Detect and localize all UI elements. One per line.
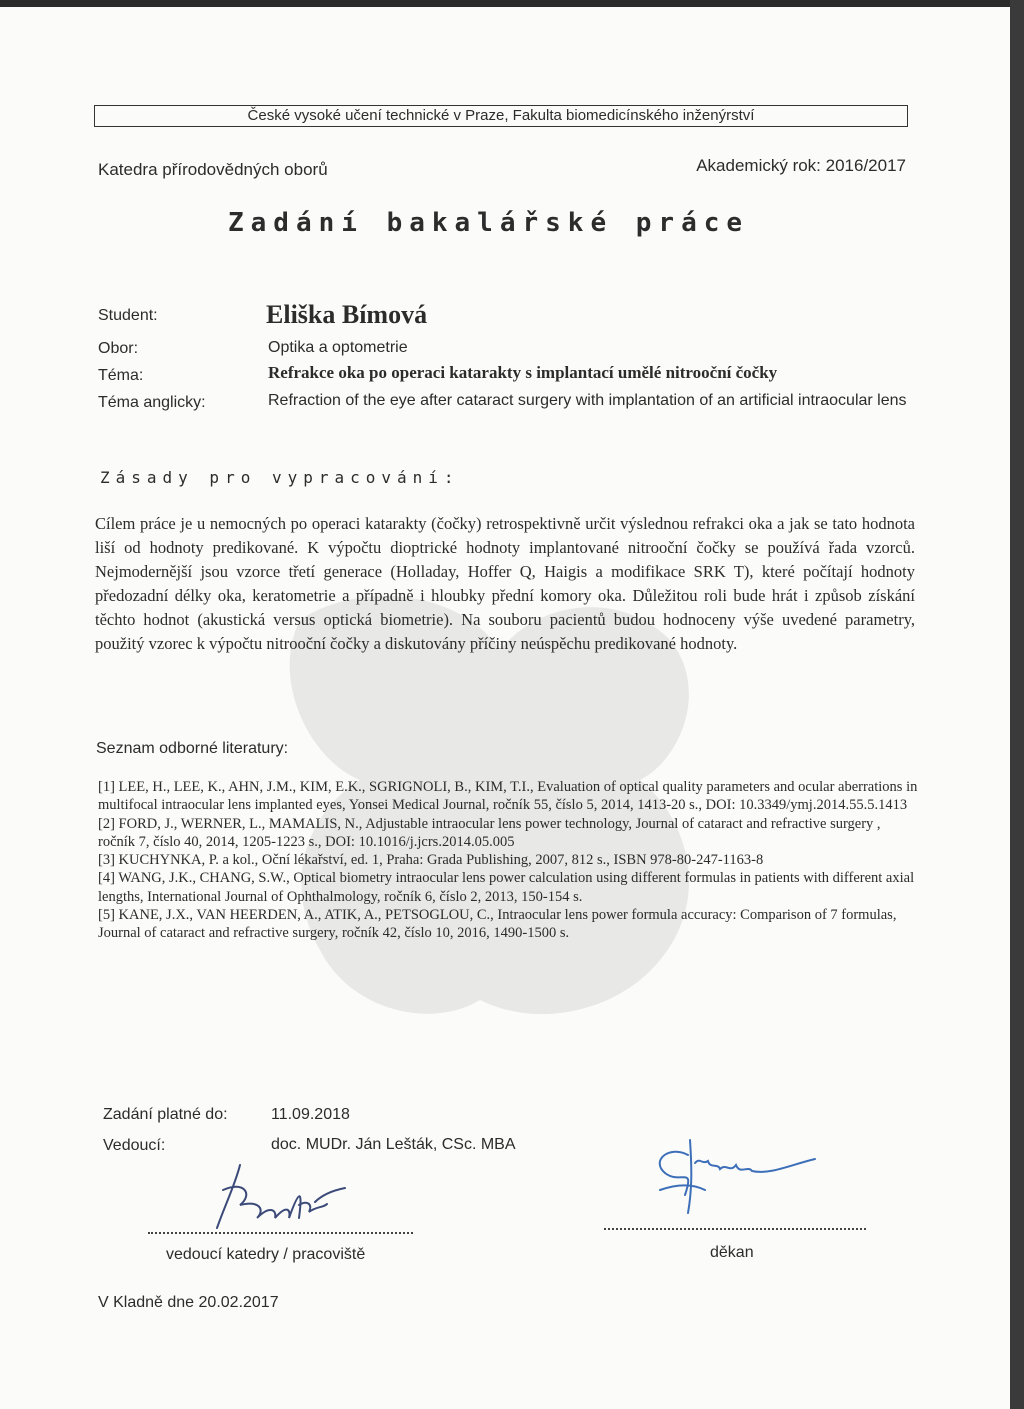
reference-item: [1] LEE, H., LEE, K., AHN, J.M., KIM, E.K., SGRIGNOLI, B., KIM, T.I., Evaluation of optical quality parameters and ocular aberrations in multifocal intraocular lens implanted eyes, Yonsei Medical Journal, ročník 55, číslo 5, 2014, 1413-20 s., DOI: 10.3349/ymj.2014.55.5.1413	[98, 779, 918, 814]
supervisor-value: doc. MUDr. Ján Lešták, CSc. MBA	[271, 1136, 516, 1153]
reference-item: [2] FORD, J., WERNER, L., MAMALIS, N., Adjustable intraocular lens power technology, Journal of cataract and refractive surgery , ročník 7, číslo 40, 2014, 1205-1223 s., DOI: 10.1016/j.jcrs.2014.05.005	[98, 815, 881, 850]
guidelines-heading: Zásady pro vypracování:	[100, 468, 460, 487]
student-label: Student:	[98, 307, 158, 324]
head-of-department-signature-line	[148, 1232, 413, 1234]
academic-year: Akademický rok: 2016/2017	[696, 156, 906, 175]
topic-value: Refrakce oka po operaci katarakty s implantací umělé nitrooční čočky	[268, 363, 778, 382]
dean-signature	[640, 1135, 830, 1215]
scan-edge-top	[0, 0, 1024, 7]
head-of-department-label: vedoucí katedry / pracoviště	[166, 1246, 366, 1263]
field-label: Obor:	[98, 340, 139, 357]
reference-item: [3] KUCHYNKA, P. a kol., Oční lékařství, ed. 1, Praha: Grada Publishing, 2007, 812 s., ISBN 978-80-247-1163-8	[98, 852, 764, 869]
topic-label: Téma:	[98, 367, 144, 384]
student-name: Eliška Bímová	[266, 300, 428, 329]
validity-label: Zadání platné do:	[103, 1106, 228, 1123]
page-title: Zadání bakalářské práce	[228, 208, 750, 238]
place-and-date: V Kladně dne 20.02.2017	[98, 1294, 279, 1311]
validity-value: 11.09.2018	[271, 1106, 350, 1123]
literature-heading: Seznam odborné literatury:	[96, 740, 289, 757]
dean-label: děkan	[710, 1244, 754, 1261]
guidelines-text: Cílem práce je u nemocných po operaci katarakty (čočky) retrospektivně určit výslednou refrakci oka a jak se tato hodnota liší od hodnoty predikované. K výpočtu dioptrické hodnoty implantované nitrooční čočky se používá řada vzorců. Nejmodernější jsou vzorce třetí generace (Holladay, Hoffer Q, Haigis a modifikace SRK T), které počítají hodnoty předozadní délky oka, keratometrie a případně i hloubky přední komory oka. Důležitou roli bude hrát i způsob získání těchto hodnot (akustická versus optická biometrie). Na souboru pacientů budou hodnoceny výše uvedené parametry, použitý vzorec k výpočtu nitrooční čočky a diskutovány příčiny neúspěchu predikované hodnoty.	[95, 514, 915, 653]
supervisor-label: Vedoucí:	[103, 1137, 166, 1154]
topic-en-value: Refraction of the eye after cataract surgery with implantation of an artificial intraocular lens	[268, 392, 907, 409]
department: Katedra přírodovědných oborů	[98, 160, 328, 179]
reference-item: [5] KANE, J.X., VAN HEERDEN, A., ATIK, A., PETSOGLOU, C., Intraocular lens power formula accuracy: Comparison of 7 formulas, Journal of cataract and refractive surgery, ročník 42, číslo 10, 2016, 1490-1500 s.	[98, 907, 897, 942]
topic-en-label: Téma anglicky:	[98, 394, 206, 411]
head-of-department-signature	[195, 1160, 375, 1235]
scan-edge-right	[1010, 0, 1024, 1409]
dean-signature-line	[604, 1228, 866, 1230]
reference-item: [4] WANG, J.K., CHANG, S.W., Optical biometry intraocular lens power calculation using different formulas in patients with different axial lengths, International Journal of Ophthalmology, ročník 6, číslo 2, 2013, 150-154 s.	[98, 870, 915, 905]
reference-list	[98, 778, 918, 943]
field-value: Optika a optometrie	[268, 339, 408, 356]
institution-header: České vysoké učení technické v Praze, Fakulta biomedicínského inženýrství	[94, 105, 908, 127]
